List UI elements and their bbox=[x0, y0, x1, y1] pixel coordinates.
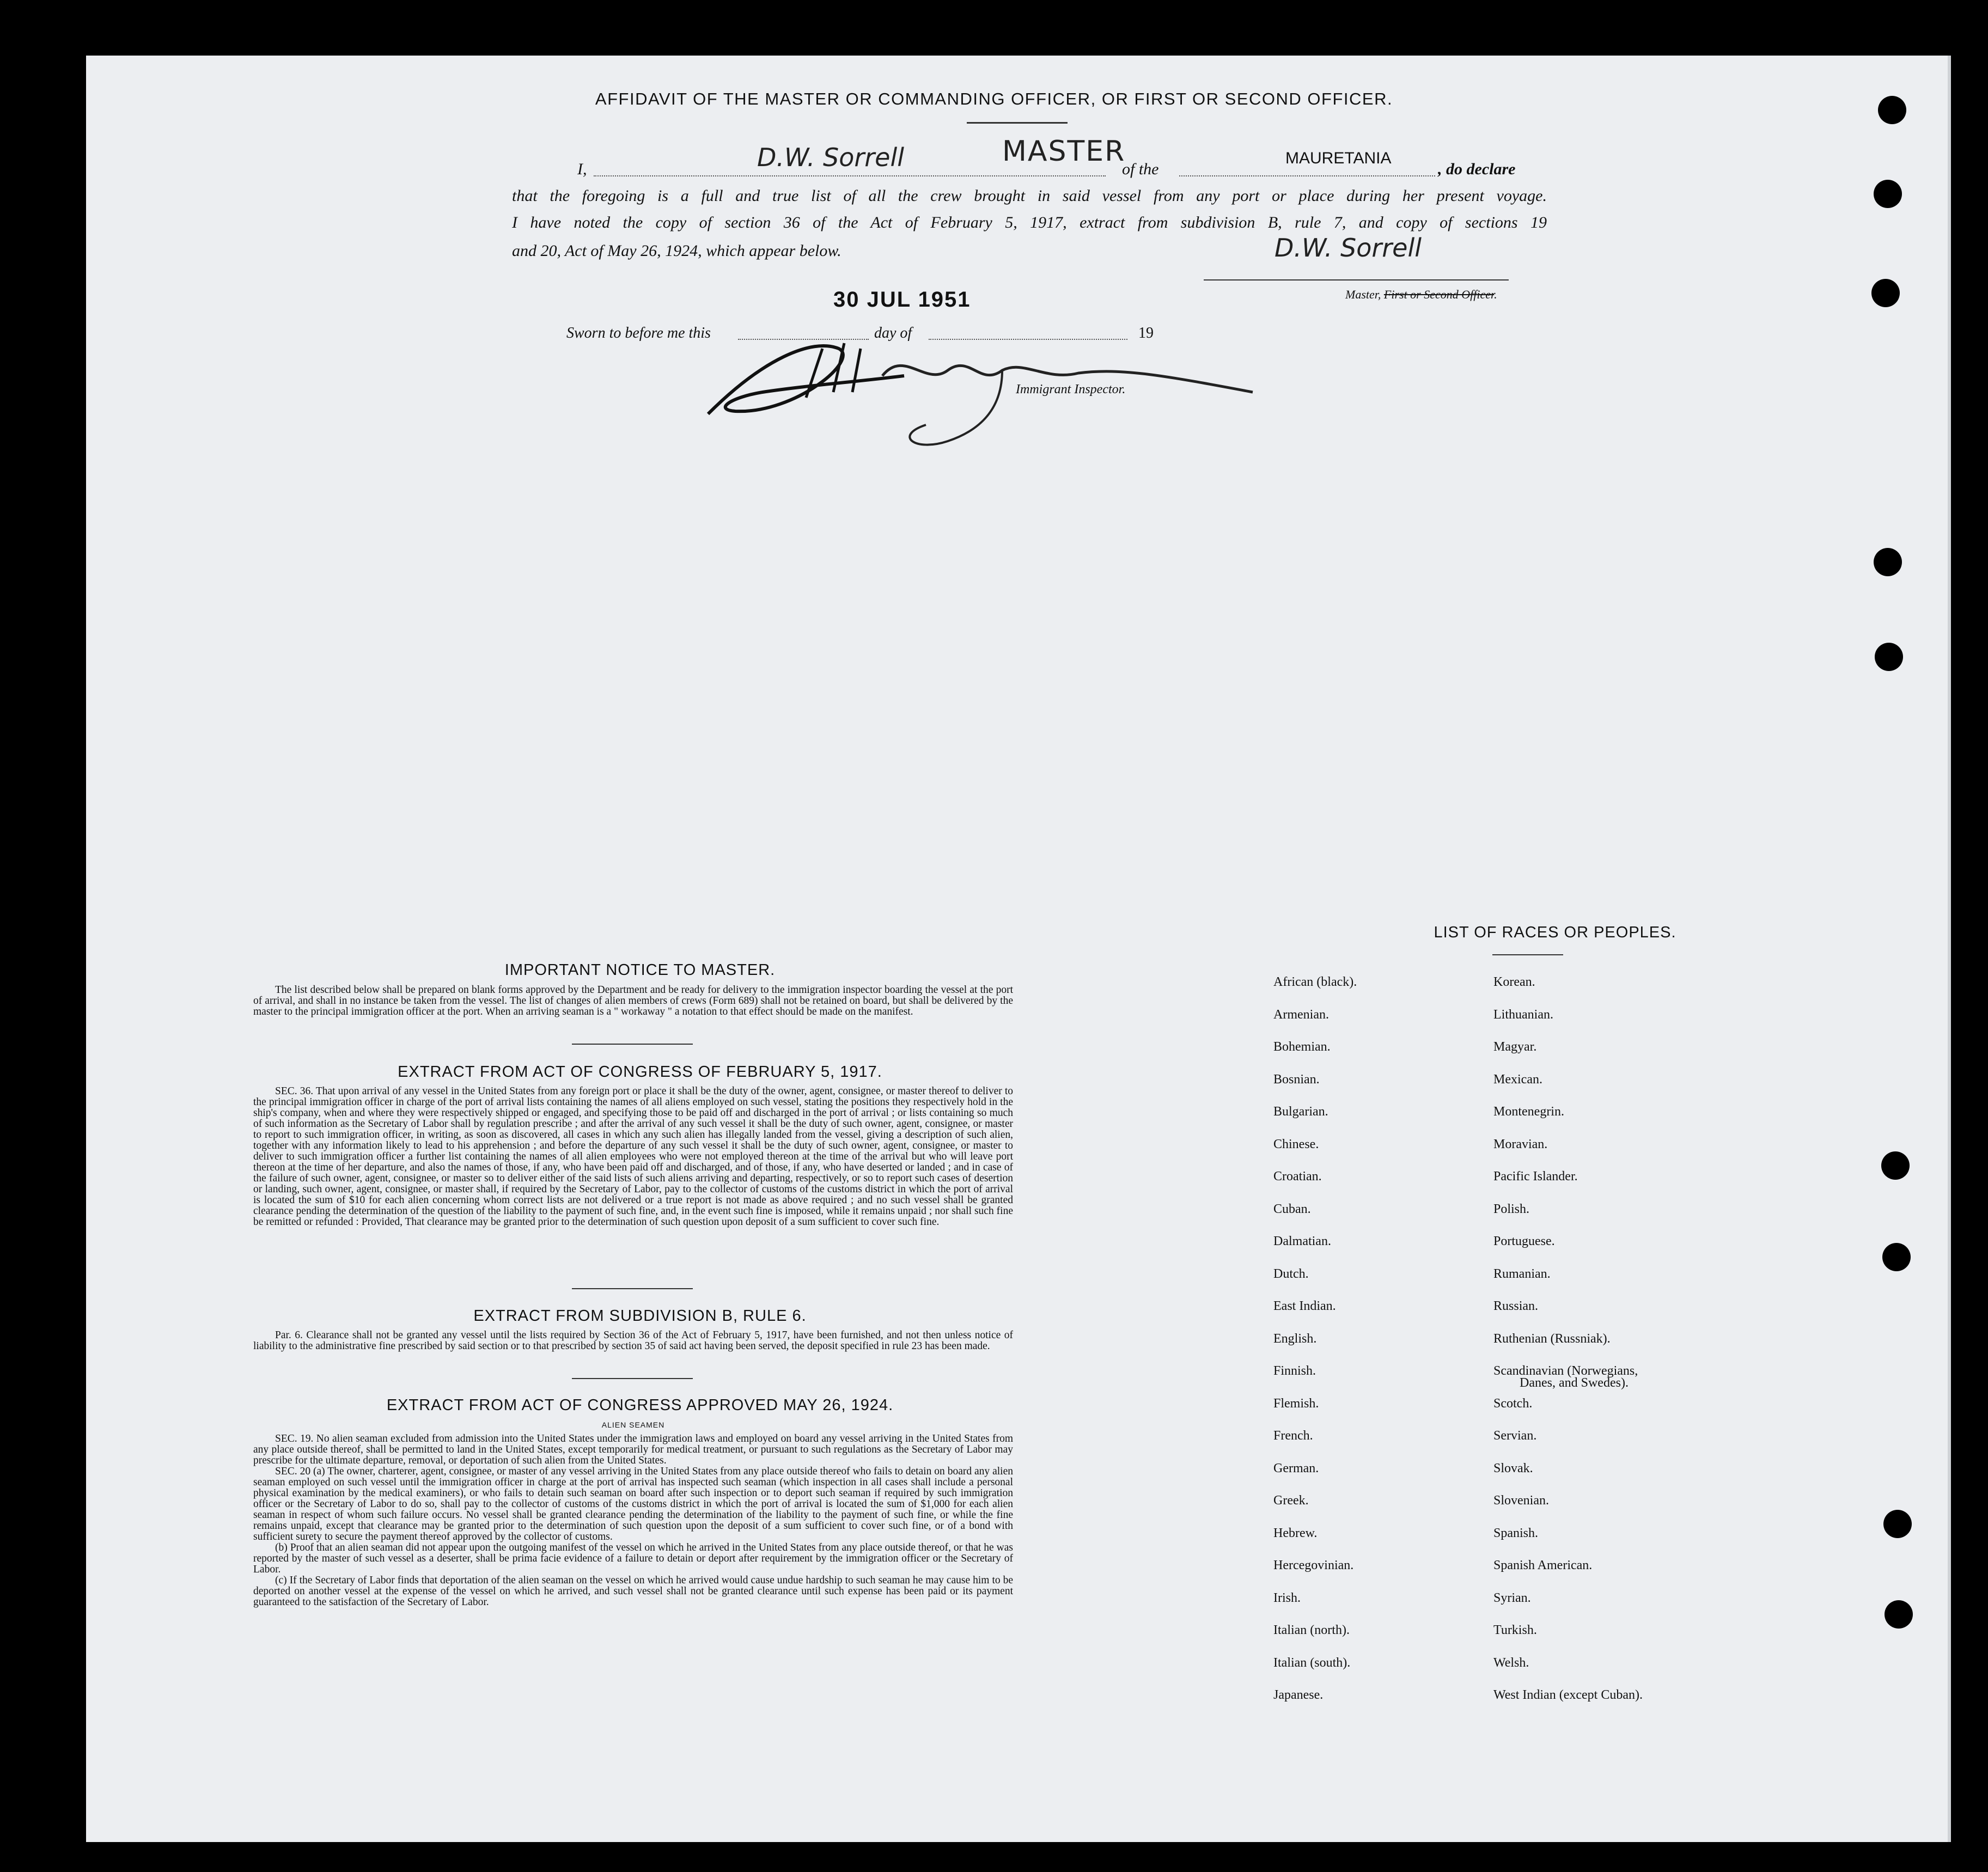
master-suffix: . bbox=[1494, 288, 1497, 301]
master-struck: First or Second Officer bbox=[1383, 288, 1495, 301]
affidavit-line-4: and 20, Act of May 26, 1924, which appear below. bbox=[512, 242, 841, 260]
divider bbox=[572, 1288, 693, 1289]
race-entry-continuation: Danes, and Swedes). bbox=[1520, 1376, 1629, 1390]
master-signature: D.W. Sorrell bbox=[1274, 233, 1422, 263]
race-entry: Bohemian. bbox=[1273, 1040, 1331, 1054]
race-entry: Polish. bbox=[1493, 1202, 1530, 1216]
races-title: LIST OF RACES OR PEOPLES. bbox=[1434, 924, 1676, 941]
notice-title: IMPORTANT NOTICE TO MASTER. bbox=[504, 961, 776, 979]
punch-hole bbox=[1874, 180, 1902, 208]
race-entry: Chinese. bbox=[1273, 1137, 1319, 1151]
race-entry: Servian. bbox=[1493, 1429, 1537, 1443]
affidavit-line-3: I have noted the copy of section 36 of the Act of February 5, 1917, extract from subdivision B, rule 7, and copy of sections 19 bbox=[512, 214, 1547, 231]
extract-1917-text: SEC. 36. That upon arrival of any vessel in the United States from any foreign port or place it shall be the duty of the owner, agent, consignee, or master thereof to deliver to the principal immigration officer in charge of the port of arrival lists containing the names of all aliens employed on such vessel, stating the positions they respectively hold in the ship's company, when and where they were respectively shipped or engaged, and specifying those to be paid off and discharged in the port of arrival ; or lists containing so much of such information as the Secretary of Labor shall by regulation prescribe ; and after the arrival of any such vessel it shall be the duty of such owner, agent, consignee, or master to report to such immigration officer, in writing, as soon as discovered, all cases in which any such alien has illegally landed from the vessel, giving a description of such alien, together with any information likely to lead to his apprehension ; and before the departure of any such vessel it shall be the duty of such owner, agent, consignee, or master to deliver to such immigration officer a further list containing the names of all alien employees who were not employed thereon at the time of the arrival but who will leave port thereon at the time of her departure, and also the names of those, if any, who have been paid off and discharged, and of those, if any, who have deserted or landed ; and in case of the failure of such owner, agent, consignee, or master so to deliver either of the said lists of such aliens arriving and departing, respectively, or so to report such cases of desertion or landing, such owner, agent, consignee, or master shall, if required by the Secretary of Labor, pay to the collector of customs of the customs district in which the port of arrival is located the sum of $10 for each alien concerning whom correct lists are not delivered or a true report is not made as above required ; and no such vessel shall be granted clearance pending the determination of the question of the liability to the payment of such fine, and, in the event such fine is imposed, while it remains unpaid ; nor shall such fine be remitted or refunded : Provided, That clearance may be granted prior to the determination of such question upon deposit of a sum sufficient to cover such fine. bbox=[253, 1086, 1013, 1228]
race-entry: Scotch. bbox=[1493, 1396, 1533, 1411]
punch-hole bbox=[1883, 1510, 1912, 1538]
extract-rule6-title: EXTRACT FROM SUBDIVISION B, RULE 6. bbox=[473, 1307, 807, 1325]
race-entry: Bulgarian. bbox=[1273, 1105, 1328, 1119]
punch-hole bbox=[1871, 279, 1900, 307]
race-entry: Mexican. bbox=[1493, 1072, 1542, 1087]
race-entry: Dalmatian. bbox=[1273, 1234, 1331, 1248]
race-entry: Slovenian. bbox=[1493, 1493, 1549, 1508]
punch-hole bbox=[1875, 643, 1903, 671]
divider bbox=[1492, 954, 1563, 955]
race-entry: East Indian. bbox=[1273, 1299, 1336, 1313]
divider bbox=[967, 122, 1068, 124]
master-caption bbox=[1345, 288, 1497, 302]
race-entry: Welsh. bbox=[1493, 1655, 1529, 1670]
race-entry: Italian (south). bbox=[1273, 1655, 1351, 1670]
notice-text: The list described below shall be prepared on blank forms approved by the Department and be ready for delivery to the immigration inspector boarding the vessel at the port of arrival, and shall in no instance be taken from the vessel. The list of changes of alien members of crews (Form 689) shall not be retained on board, but shall be delivered by the master to the principal immigration officer at the port. When an arriving seaman is a " workaway " a notation to that effect should be made on the manifest. bbox=[253, 984, 1013, 1017]
affidavit-title: AFFIDAVIT OF THE MASTER OR COMMANDING OFFICER, OR FIRST OR SECOND OFFICER. bbox=[595, 89, 1393, 108]
extract-rule6-body bbox=[253, 1330, 1013, 1352]
race-entry: Magyar. bbox=[1493, 1040, 1537, 1054]
punch-hole bbox=[1885, 1600, 1913, 1629]
race-entry: Rumanian. bbox=[1493, 1266, 1551, 1281]
punch-hole bbox=[1874, 548, 1902, 576]
inspector-signature bbox=[697, 316, 1264, 468]
punch-hole bbox=[1881, 1151, 1910, 1180]
race-entry: Hercegovinian. bbox=[1273, 1558, 1354, 1572]
signer-line bbox=[594, 175, 1106, 176]
race-entry: Scandinavian (Norwegians, bbox=[1493, 1364, 1638, 1378]
inspector-caption: Immigrant Inspector. bbox=[1016, 382, 1126, 397]
race-entry: Croatian. bbox=[1273, 1169, 1322, 1184]
race-entry: Armenian. bbox=[1273, 1007, 1329, 1022]
race-entry: Italian (north). bbox=[1273, 1623, 1350, 1637]
signer-handwriting: D.W. Sorrell bbox=[757, 143, 905, 172]
race-entry: Cuban. bbox=[1273, 1202, 1311, 1216]
extract-1924-title: EXTRACT FROM ACT OF CONGRESS APPROVED MAY 26, 1924. bbox=[386, 1397, 894, 1414]
race-entry: Pacific Islander. bbox=[1493, 1169, 1578, 1184]
extract-1924-subtitle: ALIEN SEAMEN bbox=[601, 1420, 665, 1429]
race-entry: German. bbox=[1273, 1461, 1319, 1475]
race-entry: French. bbox=[1273, 1429, 1313, 1443]
race-entry: Syrian. bbox=[1493, 1590, 1531, 1605]
divider bbox=[572, 1378, 693, 1379]
extract-1924-body bbox=[253, 1434, 1013, 1608]
race-entry: Lithuanian. bbox=[1493, 1007, 1553, 1022]
extract-1917-title: EXTRACT FROM ACT OF CONGRESS OF FEBRUARY 5, 1917. bbox=[398, 1063, 882, 1081]
date-stamp: 30 JUL 1951 bbox=[833, 288, 971, 312]
race-entry: English. bbox=[1273, 1331, 1317, 1346]
of-the-label: of the bbox=[1122, 160, 1159, 178]
race-entry: Slovak. bbox=[1493, 1461, 1533, 1475]
race-entry: Spanish American. bbox=[1493, 1558, 1593, 1572]
sworn-label: Sworn to before me this bbox=[566, 325, 711, 342]
race-entry: Korean. bbox=[1493, 975, 1535, 989]
race-entry: Japanese. bbox=[1273, 1688, 1324, 1702]
sec-20c-text: (c) If the Secretary of Labor finds that deportation of the alien seaman on the vessel on which he arrived would cause undue hardship to such seaman he may cause him to be deported on another vessel at the expense of the vessel on which he arrived, and such vessel shall not be granted clearance until such expense has been paid or its payment guaranteed to the satisfaction of the Secretary of Labor. bbox=[253, 1575, 1013, 1608]
day-of-label: day of bbox=[874, 325, 912, 342]
race-entry: Hebrew. bbox=[1273, 1526, 1318, 1540]
race-entry: Ruthenian (Russniak). bbox=[1493, 1331, 1611, 1346]
notice-body bbox=[253, 985, 1013, 1017]
affidavit-line-2: that the foregoing is a full and true list of all the crew brought in said vessel from any port or place during her present voyage. bbox=[512, 187, 1547, 205]
signature-line bbox=[1204, 279, 1509, 281]
sec-20a-text: SEC. 20 (a) The owner, charterer, agent, consignee, or master of any vessel arriving in the United States from any place outside thereof who fails to detain on board any alien seaman employed on such vessel until the immigration officer in charge at the port of arrival has inspected such seaman (which inspection in all cases shall include a personal physical examination by the medical examiners), or who fails to detain such seaman on board after such inspection or to deport such seaman if required by such immigration officer or the Secretary of Labor to do so, shall pay to the collector of customs of the customs district in which the port of arrival is located the sum of $1,000 for each alien seaman in respect of whom such failure occurs. No vessel shall be granted clearance pending the determination of the liability to the payment of such fine, or while the fine remains unpaid, except that clearance may be granted prior to the determination of such question upon the deposit of a sum sufficient to cover such fine, or of a bond with sufficient surety to secure the payment thereof approved by the collector of customs. bbox=[253, 1466, 1013, 1542]
sec-20b-text: (b) Proof that an alien seaman did not appear upon the outgoing manifest of the vessel on which he arrived in the United States from any place outside thereof, or that he was reported by the master of such vessel as a deserter, shall be prima facie evidence of a failure to detain or deport after requirement by the immigration officer or the Secretary of Labor. bbox=[253, 1542, 1013, 1575]
extract-rule6-text: Par. 6. Clearance shall not be granted any vessel until the lists required by Section 36 of the Act of February 5, 1917, have been furnished, and not then unless notice of liability to the administrative fine prescribed by said section or to that prescribed by section 35 of said act having been served, the deposit specified in rule 23 has been made. bbox=[253, 1330, 1013, 1352]
race-entry: West Indian (except Cuban). bbox=[1493, 1688, 1643, 1702]
race-entry: Flemish. bbox=[1273, 1396, 1319, 1411]
race-entry: Bosnian. bbox=[1273, 1072, 1320, 1087]
race-entry: Montenegrin. bbox=[1493, 1105, 1564, 1119]
year-prefix: 19 bbox=[1138, 325, 1154, 342]
race-entry: Moravian. bbox=[1493, 1137, 1548, 1151]
race-entry: Turkish. bbox=[1493, 1623, 1537, 1637]
extract-1917-body bbox=[253, 1086, 1013, 1228]
vessel-line bbox=[1179, 175, 1435, 176]
race-entry: Russian. bbox=[1493, 1299, 1539, 1313]
master-prefix: Master, bbox=[1345, 288, 1381, 301]
race-entry: African (black). bbox=[1273, 975, 1357, 989]
do-declare-label: , do declare bbox=[1438, 160, 1516, 178]
rank-handwriting: MASTER bbox=[1002, 135, 1126, 168]
race-entry: Dutch. bbox=[1273, 1266, 1309, 1281]
divider bbox=[572, 1044, 693, 1045]
race-entry: Spanish. bbox=[1493, 1526, 1539, 1540]
punch-hole bbox=[1882, 1243, 1911, 1271]
race-entry: Greek. bbox=[1273, 1493, 1309, 1508]
affidavit-i-label: I, bbox=[577, 160, 587, 178]
vessel-name: MAURETANIA bbox=[1285, 149, 1392, 167]
race-entry: Portuguese. bbox=[1493, 1234, 1555, 1248]
sec-19-text: SEC. 19. No alien seaman excluded from admission into the United States under the immigration laws and employed on board any vessel arriving in the United States from any place outside thereof, shall be permitted to land in the United States, except temporarily for medical treatment, or pursuant to such regulations as the Secretary of Labor may prescribe for the ultimate departure, removal, or deportation of such alien from the United States. bbox=[253, 1433, 1013, 1466]
race-entry: Finnish. bbox=[1273, 1364, 1316, 1378]
race-entry: Irish. bbox=[1273, 1590, 1301, 1605]
